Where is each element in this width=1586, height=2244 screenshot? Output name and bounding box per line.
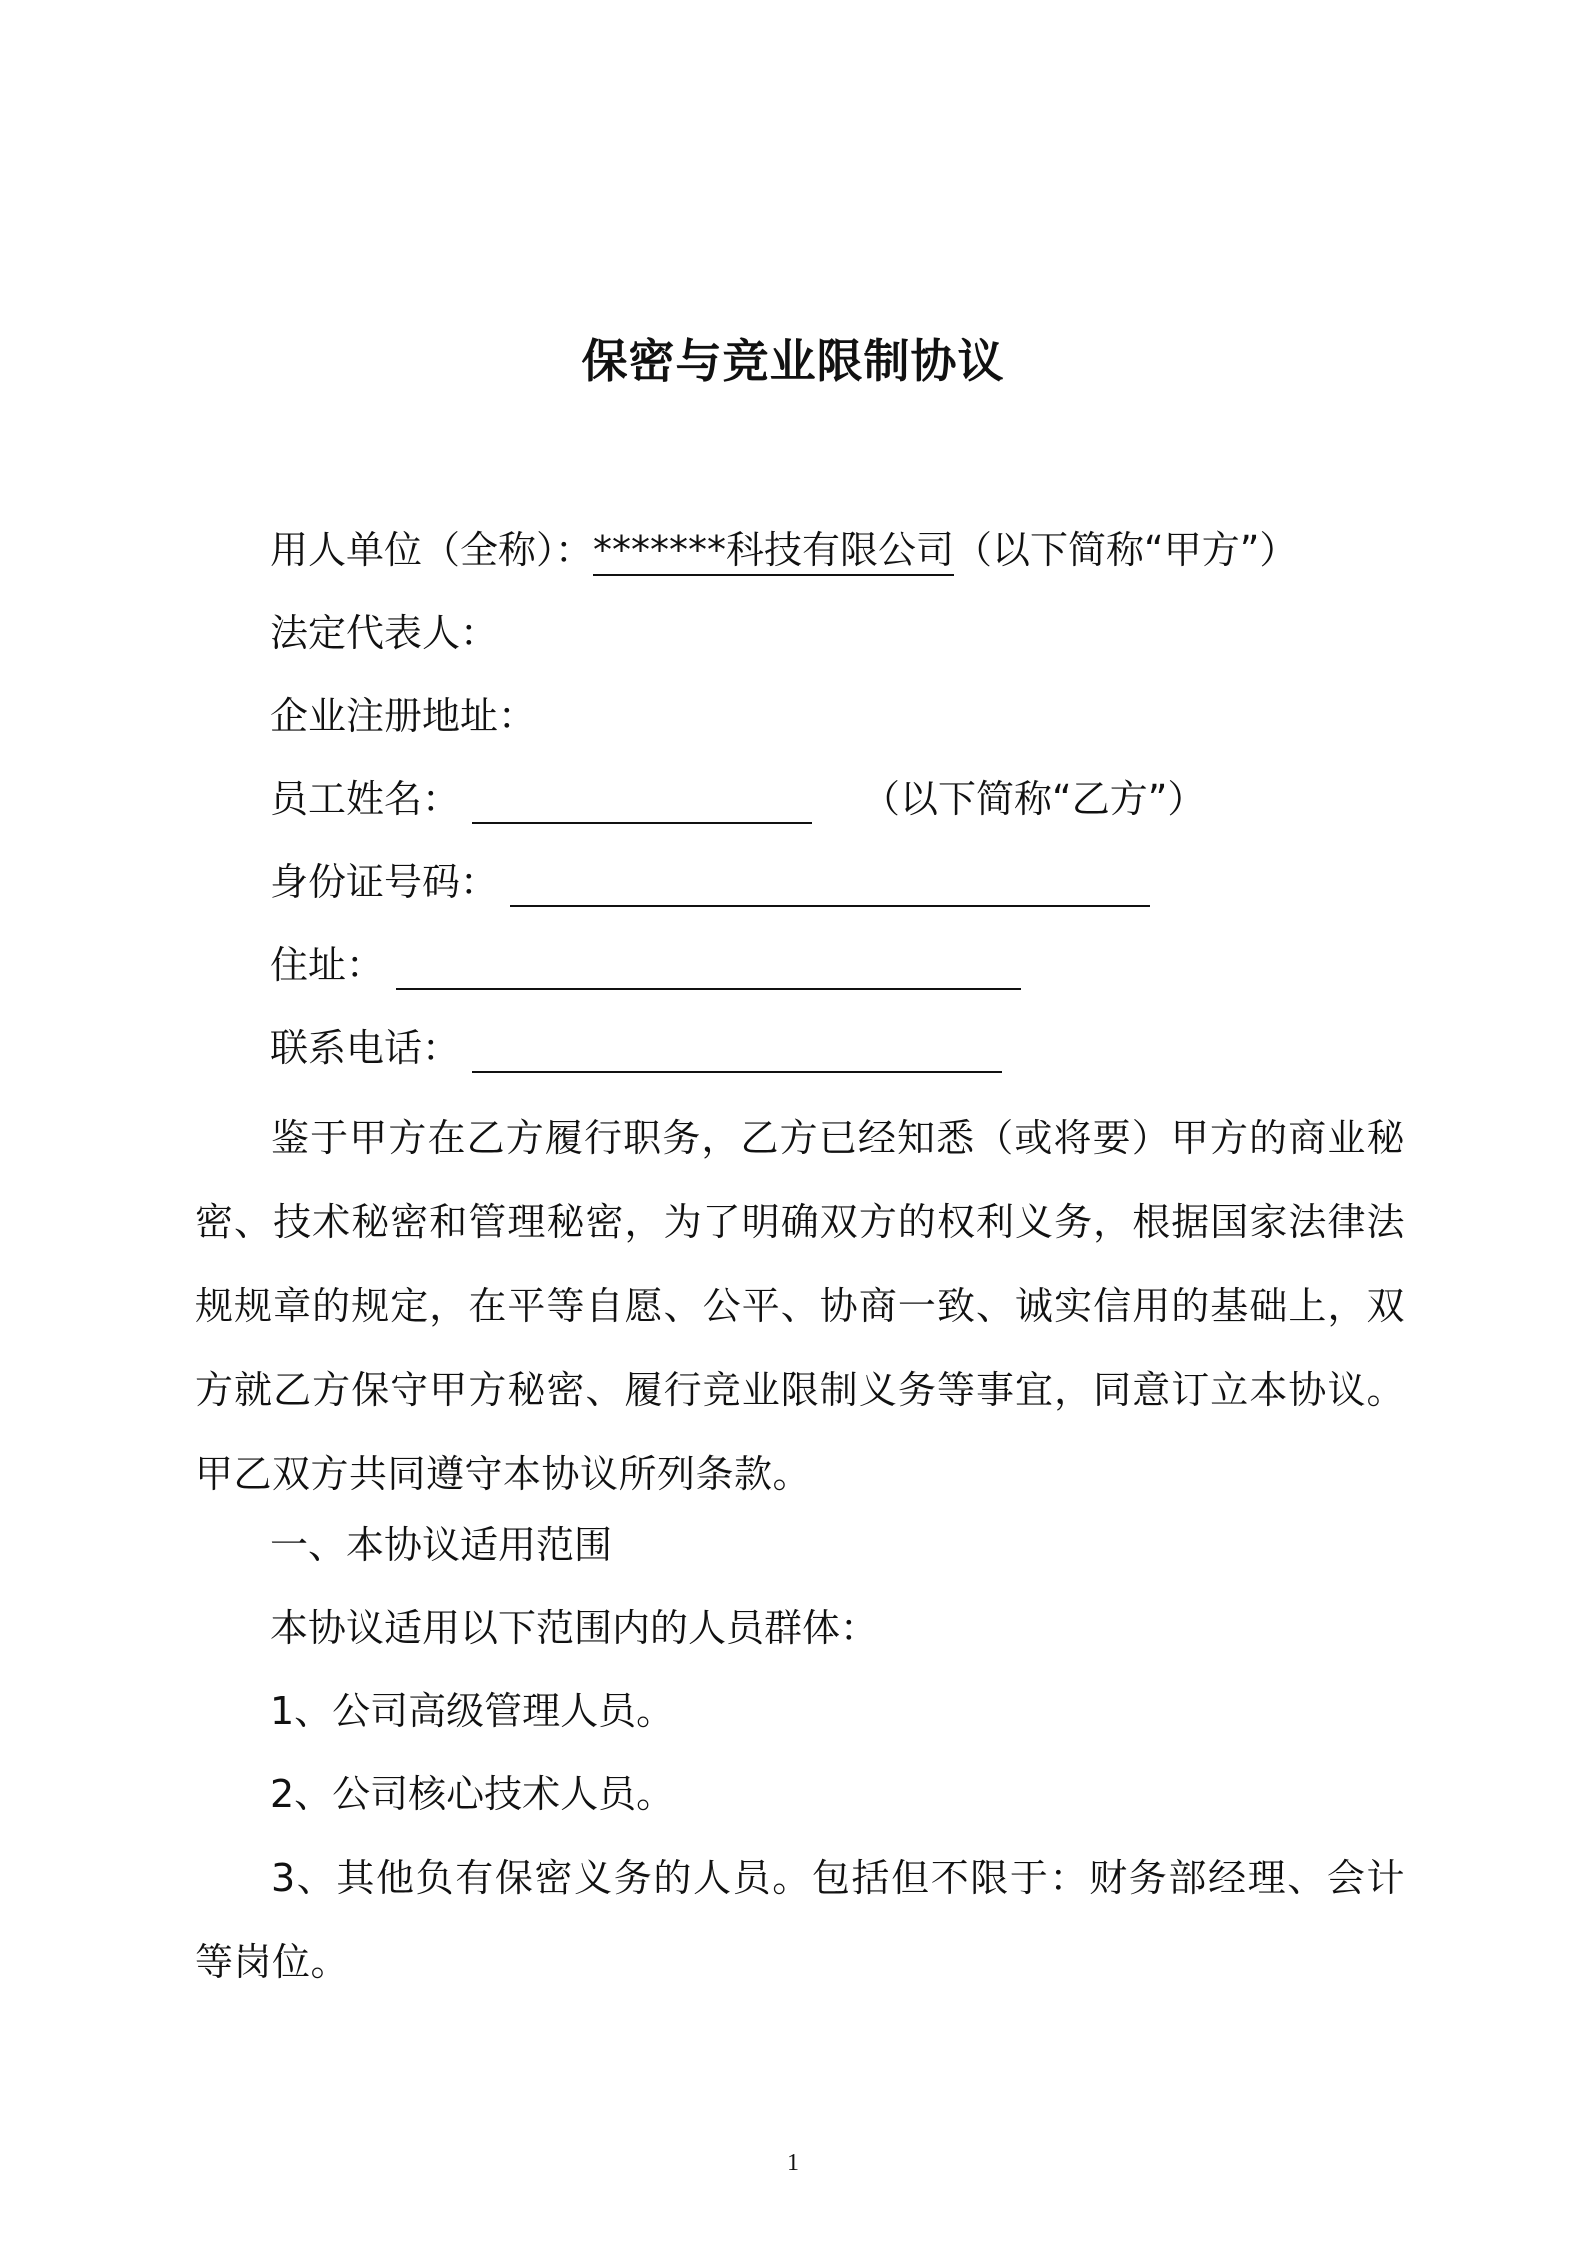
address-label: 企业注册地址： [270,694,537,738]
legal-rep-label: 法定代表人： [270,611,499,655]
id-blank [510,859,1150,907]
employee-name-line [270,774,1205,824]
phone-blank [472,1025,1002,1073]
employee-name-blank [472,776,812,824]
section1-intro: 本协议适用以下范围内的人员群体： [270,1606,879,1650]
section1-heading: 一、本协议适用范围 [270,1523,613,1567]
residence-blank [396,942,1021,990]
list-item: 2、公司核心技术人员。 [270,1772,675,1816]
id-line [270,857,1150,907]
document-title: 保密与竞业限制协议 [581,334,1005,388]
preamble-paragraph: 鉴于甲方在乙方履行职务，乙方已经知悉（或将要）甲方的商业秘密、技术秘密和管理秘密，为了明确双方的权利义务，根据国家法律法规规章的规定，在平等自愿、公平、协商一致、诚实信用的基础上，双方就乙方保守甲方秘密、履行竞业限制义务等事宜，同意订立本协议。甲乙双方共同遵守本协议所列条款。 [195,1116,1405,1496]
employer-name: *******科技有限公司 [593,528,954,576]
list-item: 1、公司高级管理人员。 [270,1689,675,1733]
residence-line [270,940,1021,990]
list-item: 3、其他负有保密义务的人员。包括但不限于：财务部经理、会计等岗位。 [195,1856,1405,1984]
id-label: 身份证号码： [270,860,499,904]
employer-alias: （以下简称“甲方”） [954,528,1298,572]
employee-name-label: 员工姓名： [270,777,461,821]
legal-rep-line [270,608,498,658]
phone-line [270,1023,1002,1073]
employer-label: 用人单位（全称）： [270,528,594,572]
address-line [270,691,536,741]
employer-line [270,525,1297,575]
phone-label: 联系电话： [270,1026,461,1070]
page-number: 1 [787,2150,799,2176]
employee-alias: （以下简称“乙方”） [862,777,1206,821]
residence-label: 住址： [270,943,385,987]
